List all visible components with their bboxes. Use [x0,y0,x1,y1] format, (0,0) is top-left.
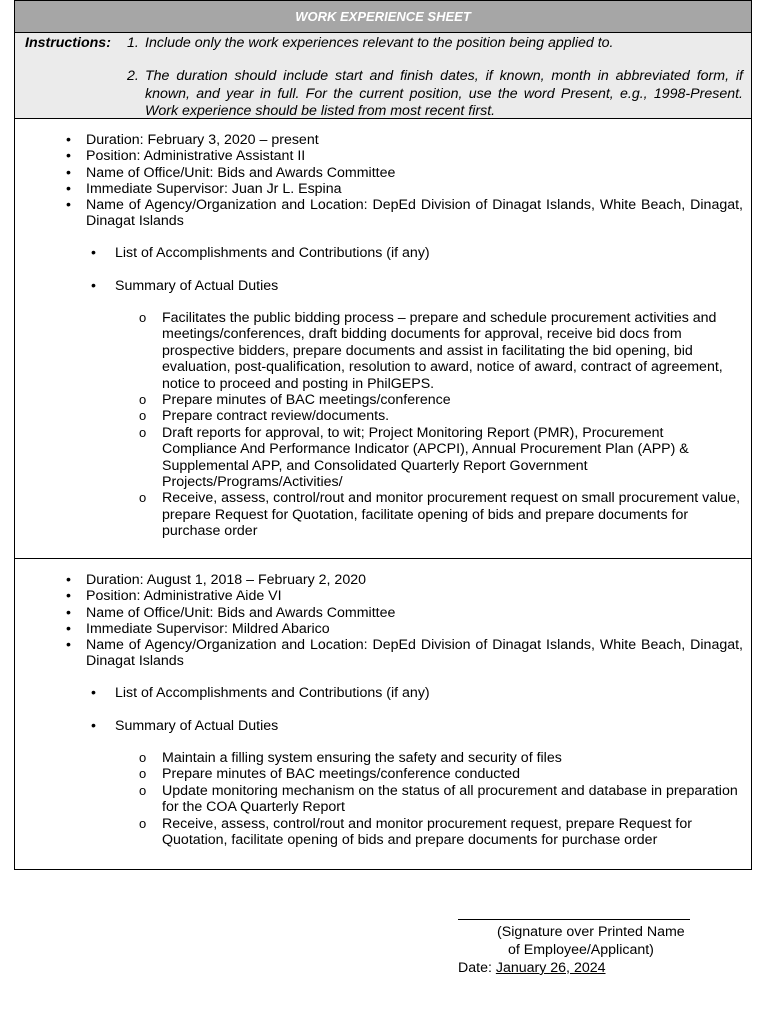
instruction-item [127,35,614,51]
work-entry: • Duration: February 3, 2020 – present • Position: Administrative Assistant II • Name of Office/Unit: Bids and Awards Committee • Immediate Supervisor: Juan Jr L. Espina • Name of Agency/Organization and Location: DepEd Division of Dinagat Islands, White Beach, Dinagat, Dinagat Islands • List of Accomplishments and Contributions (if any) • Summary of Actual Duties o Facilitates the public bidding process – prepare and schedule procurement activities and meetings/conferences, draft bidding documents for approval, receive bid docs from prospective bidders, prepare documents and assist in facilitating the bid opening, bid evaluation, post-qualification, resolution to award, notice of award, contract of agreement, notice to proceed and posting in PhilGEPS. o Prepare minutes of BAC meetings/conference o Prepare contract review/documents. o Draft reports for approval, to wit; Project Monitoring Report (PMR), Procurement Compliance And Performance Indicator (APCPI), Annual Procurement Plan (APP) & Supplemental APP, and Consolidated Quarterly Report Government Projects/Programs/Activities/ o Receive, assess, control/rout and monitor procurement request on small procurement value, prepare Request for Quotation, facilitate opening of bids and prepare documents for purchase order [15,119,751,559]
duty-item: o Receive, assess, control/rout and monitor procurement request on small procurement value, prepare Request for Quotation, facilitate opening of bids and prepare documents for purchase order [139,490,741,539]
duty-item: o Facilitates the public bidding process – prepare and schedule procurement activities and meetings/conferences, draft bidding documents for approval, receive bid docs from prospective bidders, prepare documents and assist in facilitating the bid opening, bid evaluation, post-qualification, resolution to award, notice of award, contract of agreement, notice to proceed and posting in PhilGEPS. [139,310,741,392]
entry-details [66,132,743,230]
sheet-title: WORK EXPERIENCE SHEET [15,1,751,33]
duty-item: o Prepare minutes of BAC meetings/conference [139,392,741,408]
duty-item: o Draft reports for approval, to wit; Project Monitoring Report (PMR), Procurement Compliance And Performance Indicator (APCPI), Annual Procurement Plan (APP) & Supplemental APP, and Consolidated Quarterly Report Government Projects/Programs/Activities/ [139,425,741,491]
position: • Position: Administrative Aide VI [66,588,743,604]
instruction-text: The duration should include start and finish dates, if known, month in abbreviated form, if known, and year in full. For the current position, use the word Present, e.g., 1998-Present. Work experience should be listed from most recent first. [145,68,743,119]
date-label: Date: [458,960,496,976]
duties-list [139,310,741,540]
duty-item: o Prepare minutes of BAC meetings/conference conducted [139,766,741,782]
instruction-number: 2. [127,68,139,84]
duty-item: o Prepare contract review/documents. [139,408,741,424]
entry-details [66,572,743,670]
position: • Position: Administrative Assistant II [66,148,743,164]
agency-location: • Name of Agency/Organization and Location: DepEd Division of Dinagat Islands, White Beach, Dinagat, Dinagat Islands [66,637,743,670]
signature-caption-line1: (Signature over Printed Name [497,924,685,940]
duration: • Duration: August 1, 2018 – February 2, 2020 [66,572,743,588]
agency-location: • Name of Agency/Organization and Location: DepEd Division of Dinagat Islands, White Beach, Dinagat, Dinagat Islands [66,197,743,230]
instructions-box [15,33,751,119]
date-value: January 26, 2024 [495,960,606,976]
date-field [458,960,606,976]
bullet-icon: • [91,718,96,734]
duty-item: o Maintain a filling system ensuring the safety and security of files [139,750,741,766]
bullet-icon: • [91,685,96,701]
immediate-supervisor: • Immediate Supervisor: Mildred Abarico [66,621,743,637]
office-unit: • Name of Office/Unit: Bids and Awards Committee [66,165,743,181]
work-experience-sheet [14,0,752,870]
immediate-supervisor: • Immediate Supervisor: Juan Jr L. Espina [66,181,743,197]
work-entry: • Duration: August 1, 2018 – February 2, 2020 • Position: Administrative Aide VI • Name of Office/Unit: Bids and Awards Committee • Immediate Supervisor: Mildred Abarico • Name of Agency/Organization and Location: DepEd Division of Dinagat Islands, White Beach, Dinagat, Dinagat Islands • List of Accomplishments and Contributions (if any) • Summary of Actual Duties o Maintain a filling system ensuring the safety and security of files o Prepare minutes of BAC meetings/conference conducted o Update monitoring mechanism on the status of all procurement and database in preparation for the COA Quarterly Report o Receive, assess, control/rout and monitor procurement request, prepare Request for Quotation, facilitate opening of bids and prepare documents for purchase order [15,559,751,869]
duty-item: o Receive, assess, control/rout and monitor procurement request, prepare Request for Quotation, facilitate opening of bids and prepare documents for purchase order [139,816,741,849]
bullet-icon: • [91,278,96,294]
signature-caption-line2: of Employee/Applicant) [508,942,654,958]
duties-list [139,750,741,848]
instructions-label: Instructions: [25,35,111,51]
office-unit: • Name of Office/Unit: Bids and Awards Committee [66,605,743,621]
bullet-icon: • [91,245,96,261]
signature-line [458,919,690,920]
instruction-item [127,68,743,121]
duration: • Duration: February 3, 2020 – present [66,132,743,148]
duty-item: o Update monitoring mechanism on the status of all procurement and database in preparation for the COA Quarterly Report [139,783,741,816]
instruction-text: Include only the work experiences relevant to the position being applied to. [145,35,614,51]
instruction-number: 1. [127,35,139,51]
